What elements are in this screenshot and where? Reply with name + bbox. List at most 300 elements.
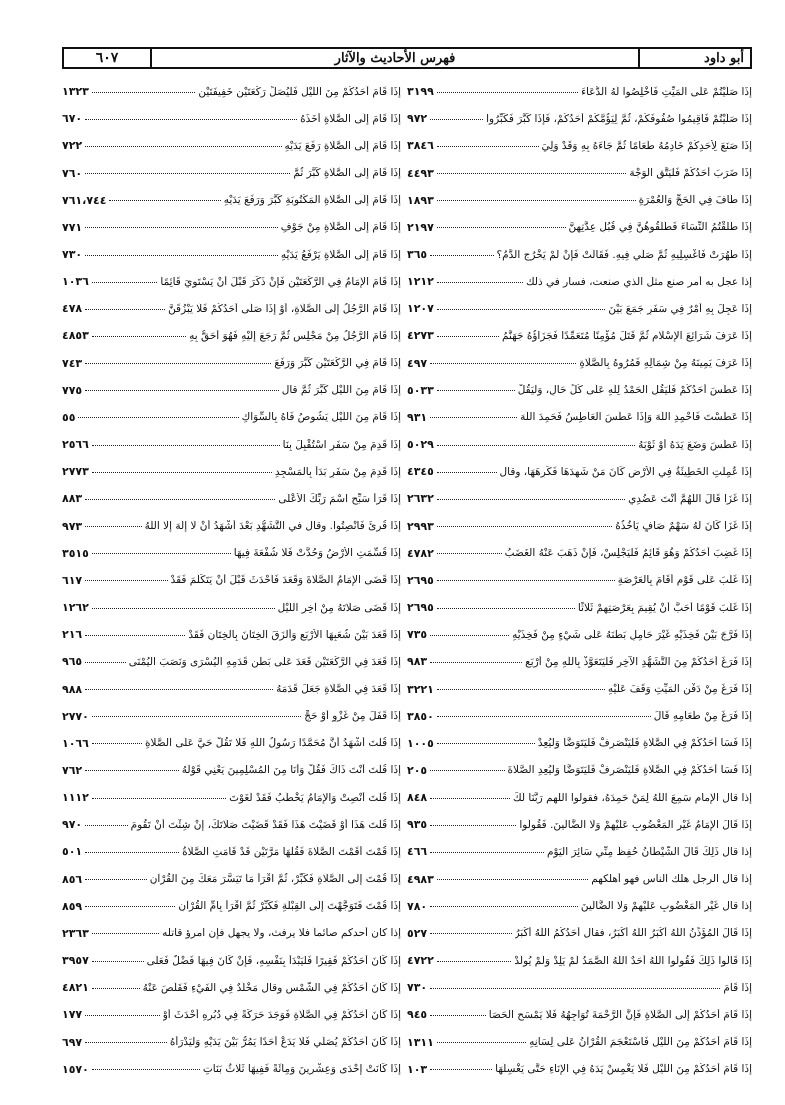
entry-text: إِذَا غَزَا قَالَ اللَّهُمَّ أَنْتَ عَضُدِي (628, 492, 752, 505)
leader-dots (430, 416, 517, 418)
index-entry (407, 675, 752, 702)
entry-text: إِذَا كَانَ أَحَدُكُمْ فَقِيرًا فَلْيَبْدَأْ بِنَفْسِهِ، فَإِنْ كَانَ فِيهَا فَضْلٌ فَعَلَى (146, 954, 401, 967)
entry-text: إِذَا ضَرَبَ أَحَدُكُمْ فَلْيَتَّقِ الوَجْهَ (629, 167, 752, 180)
index-entry (62, 377, 401, 404)
entry-text: إِذَا قَامَ أَحَدُكُمْ مِنَ اللَّيْلِ فَلَا يَغْمِسْ يَدَهُ فِي الإِنَاءِ حَتَّى يَغْسِلَهَا (495, 1063, 752, 1076)
leader-dots (430, 987, 720, 989)
leader-dots (85, 769, 179, 771)
index-entry (407, 703, 752, 730)
entry-text: إذا عجل به أمر صنع مثل الذي صنعت، فسار في ذلك (525, 275, 752, 288)
index-entry (407, 241, 752, 268)
leader-dots (92, 552, 231, 554)
leader-dots (85, 254, 278, 256)
leader-dots (85, 851, 179, 853)
entry-text: إِذَا فَرَغَ أَحَدُكُمْ مِنَ التَّشَهُّدِ الآخِرِ فَلْيَتَعَوَّذْ بِاللَّهِ مِنْ أَرْبَعٍ (525, 655, 752, 668)
leader-dots (85, 226, 278, 228)
leader-dots (78, 416, 238, 418)
entry-text: إِذَا قَامَ أَحَدُكُمْ مِنَ اللَّيْلِ فَلْيُصَلِّ رَكْعَتَيْنِ خَفِيفَتَيْنِ (198, 85, 401, 98)
entry-text: إِذَا قَامَ إِلَى الصَّلَاةِ كَبَّرَ ثُمَّ (293, 167, 401, 180)
index-entry (407, 513, 752, 540)
entry-reference: ٢٥٦٦ (62, 438, 89, 452)
index-entry (62, 105, 401, 132)
leader-dots (85, 878, 147, 880)
index-entry (407, 594, 752, 621)
entry-text: إِذَا قَامَ إِلَى الصَّلَاةِ رَفَعَ يَدَيْهِ (284, 139, 401, 152)
leader-dots (437, 498, 625, 500)
entry-text: إِذَا قَعَدَ فِي الرَّكْعَتَيْنِ قَعَدَ عَلَى بَطْنِ قَدَمِهِ اليُسْرَى وَنَصَبَ اليُمْنَى (128, 655, 401, 668)
index-entry (62, 350, 401, 377)
index-entry (407, 866, 752, 893)
page-number: ٦٠٧ (95, 50, 119, 66)
leader-dots (437, 525, 612, 527)
entry-reference: ١٧٧ (62, 1008, 83, 1022)
entry-text: إِذَا عُمِلَتِ الخَطِيئَةُ فِي الأَرْضِ كَانَ مَنْ شَهِدَهَا فَكَرِهَهَا، وقال (499, 465, 752, 478)
leader-dots (437, 335, 499, 337)
right-column (407, 78, 752, 1083)
entry-reference: ٣٩٥٧ (62, 954, 89, 968)
index-entry (62, 241, 401, 268)
entry-text: إذا قال الإمام سَمِعَ اللَّهُ لِمَنْ حَمِدَهُ، فقولوا اللهم رَبَّنَا لَكَ (513, 791, 752, 804)
entry-reference: ٨٨٣ (62, 492, 83, 506)
entry-reference: ١٨٩٣ (407, 193, 434, 207)
entry-reference: ١٥٧٠ (62, 1062, 89, 1076)
entry-reference: ٩٣٥ (407, 818, 428, 832)
leader-dots (92, 1068, 200, 1070)
leader-dots (85, 362, 271, 364)
entry-reference: ٢١٩٧ (407, 220, 434, 234)
entry-reference: ٦٩٧ (62, 1035, 83, 1049)
leader-dots (437, 145, 539, 147)
leader-dots (85, 525, 141, 527)
entry-reference: ٢٩٩٣ (407, 519, 434, 533)
entry-text: إِذَا فَسَا أَحَدُكُمْ فِي الصَّلَاةِ فَلْيَنْصَرِفْ فَلْيَتَوَضَّأْ وَلْيُعِدْ (537, 737, 752, 750)
index-entry (407, 105, 752, 132)
entry-text: إِذَا قَامَ مِنَ اللَّيْلِ كَبَّرَ ثُمَّ قال (281, 384, 401, 397)
leader-dots (430, 905, 578, 907)
index-entry (62, 920, 401, 947)
leader-dots (85, 389, 279, 391)
index-entry (407, 1056, 752, 1083)
entry-reference: ١٠٣ (407, 1062, 428, 1076)
index-entry (407, 757, 752, 784)
index-entry (407, 485, 752, 512)
index-entry (62, 703, 401, 730)
entry-text: إِذَا كَانَ أَحَدُكُمْ فِي الصَّلَاةِ فَوَجَدَ حَرَكَةً فِي دُبُرِهِ أَحْدَثَ أَوْ (162, 1008, 401, 1021)
index-entry (62, 322, 401, 349)
index-entry (62, 485, 401, 512)
leader-dots (85, 1014, 160, 1016)
leader-dots (430, 1014, 486, 1016)
leader-dots (430, 661, 522, 663)
leader-dots (85, 824, 127, 826)
entry-reference: ٨٥٦ (62, 872, 83, 886)
entry-text: إِذَا قُلْتَ أَنْصِتْ وَالإِمَامُ يَخْطُبُ فَقَدْ لَغَوْتَ (229, 791, 401, 804)
entry-text: إِذَا قُمْتَ فَتَوَجَّهْتَ إِلَى القِبْلَةِ فَكَبِّرْ ثُمَّ اقْرَأْ بِأُمِّ القُرْآنِ (178, 900, 401, 913)
entry-text: إِذَا قَرَأَ سَبِّحِ اسْمَ رَبِّكَ الأَعْلَى (278, 492, 401, 505)
entry-reference: ٤٨٢١ (62, 981, 89, 995)
entry-text: إِذَا قَفَلَ مِنْ غَزْوٍ أَوْ حَجٍّ (304, 710, 401, 723)
entry-reference: ٢٧٧٠ (62, 709, 89, 723)
entry-text: إذا كان أحدكم صائماً فلا يرفث، ولا يجهل فإن امرؤ قاتله (162, 927, 401, 940)
entry-text: إِذَا قُمْتَ أَقَمْتَ الصَّلَاةَ فَقُلْهَا مَرَّتَيْنِ قَدْ قَامَتِ الصَّلَاةُ (182, 845, 401, 858)
entry-text: إِذَا قَامَ إِلَى الصَّلَاةِ أَخَذَهُ (300, 112, 401, 125)
entry-reference: ٥٠١ (62, 845, 83, 859)
entry-text: إِذَا قَامَ مِنَ اللَّيْلِ يَشُوصُ فَاهُ بِالسِّوَاكِ (241, 411, 401, 424)
entry-text: إِذَا قَدِمَ مِنْ سَفَرٍ بَدَأَ بِالمَسْجِدِ (274, 465, 401, 478)
entry-reference: ٤٤٩٣ (407, 166, 434, 180)
entry-reference: ٨٤٨ (407, 791, 428, 805)
leader-dots (437, 579, 615, 581)
leader-dots (437, 607, 575, 609)
entry-text: إِذَا قَامَ إِلَى الصَّلَاةِ المَكْتُوبَةِ كَبَّرَ وَرَفَعَ يَدَيْهِ (223, 194, 401, 207)
index-entry (62, 404, 401, 431)
index-entry (407, 377, 752, 404)
index-entry (407, 811, 752, 838)
leader-dots (92, 932, 159, 934)
index-entry (62, 594, 401, 621)
index-entry (407, 268, 752, 295)
index-entry (407, 974, 752, 1001)
leader-dots (437, 688, 605, 690)
index-entry (62, 1001, 401, 1028)
index-entry (407, 458, 752, 485)
leader-dots (430, 362, 576, 364)
entry-text: إِذَا فَرَّجَ بَيْنَ فَخِذَيْهِ غَيْرَ حَامِلٍ بَطْنَهُ عَلَى شَيْءٍ مِنْ فَخِذَيْهِ (512, 628, 752, 641)
index-entry (62, 757, 401, 784)
entry-reference: ٣١٩٩ (407, 85, 434, 99)
entry-reference: ٧٤٣ (62, 356, 83, 370)
entry-text: إِذَا طَافَ فِي الحَجِّ وَالعُمْرَةِ (638, 194, 752, 207)
index-entry (62, 730, 401, 757)
leader-dots (92, 471, 272, 473)
entry-reference: ٣٢٢١ (407, 682, 434, 696)
leader-dots (85, 118, 297, 120)
index-entry (407, 322, 752, 349)
entry-text: إِذَا غَلَبَ قَوْمًا أَحَبَّ أَنْ يُقِيمَ بِعَرْصَتِهِمْ ثَلَاثًا (577, 601, 752, 614)
entry-text: إِذَا قَامَ الرَّجُلُ مِنْ مَجْلِسٍ ثُمَّ رَجَعَ إِلَيْهِ فَهُوَ أَحَقُّ بِهِ (189, 329, 401, 342)
index-entry (407, 132, 752, 159)
entry-reference: ٨٥٩ (62, 899, 83, 913)
index-entry (62, 947, 401, 974)
index-entry (62, 675, 401, 702)
index-entry (407, 947, 752, 974)
leader-dots (430, 769, 504, 771)
index-page (62, 47, 752, 1087)
leader-dots (92, 987, 140, 989)
index-entry (407, 214, 752, 241)
leader-dots (92, 742, 142, 744)
leader-dots (92, 91, 196, 93)
entry-reference: ٧٣٠ (407, 981, 428, 995)
entry-text: إِذَا قَدِمَ مِنْ سَفَرٍ اسْتُقْبِلَ بِنَا (282, 438, 401, 451)
entry-reference: ٩٨٣ (407, 655, 428, 669)
index-entry (407, 159, 752, 186)
entry-reference: ٤٣٤٥ (407, 465, 434, 479)
leader-dots (92, 797, 226, 799)
book-name: أبو داود (704, 50, 744, 66)
entry-text: إِذَا قَضَى الإِمَامُ الصَّلَاةَ وَقَعَدَ فَأَحْدَثَ قَبْلَ أَنْ يَتَكَلَّمَ فَقَدْ (170, 574, 401, 587)
entry-reference: ٢٧٧٣ (62, 465, 89, 479)
entry-reference: ١٢٠٧ (407, 302, 434, 316)
leader-dots (92, 607, 275, 609)
leader-dots (437, 389, 515, 391)
index-entry (62, 567, 401, 594)
entry-text: إِذَا فَرَغَ مِنْ طَعَامِهِ قَالَ (653, 710, 752, 723)
index-entry (407, 730, 752, 757)
index-entry (62, 295, 401, 322)
entry-text: إِذَا عَرَفَ يَمِينَهُ مِنْ شِمَالِهِ فَمُرُوهُ بِالصَّلَاةِ (579, 357, 752, 370)
entry-reference: ٩٧٢ (407, 112, 428, 126)
index-entry (62, 838, 401, 865)
entry-text: إِذَا غَزَا كَانَ لَهُ سَهْمٌ صَافٍ يَأْخُذُهُ (615, 520, 752, 533)
entry-text: إِذَا قَامَ الرَّجُلُ إِلَى الصَّلَاةِ، أَوْ إِذَا صَلَّى أَحَدُكُمْ فَلَا يَبْزُقَنَّ (168, 302, 401, 315)
entry-reference: ١٠٣٦ (62, 275, 89, 289)
index-entry (62, 893, 401, 920)
leader-dots (85, 688, 273, 690)
left-column (62, 78, 407, 1083)
entry-reference: ٧٣٠ (62, 248, 83, 262)
entry-text: إِذَا قَامَ إِلَى الصَّلَاةِ يَرْفَعُ يَدَيْهِ (280, 248, 401, 261)
entry-text: إِذَا قَامَ إِلَى الصَّلَاةِ مِنْ جَوْفِ (280, 221, 401, 234)
entry-text: إِذَا قَالَ المُؤَذِّنُ اللَّهُ أَكْبَرُ اللَّهُ أَكْبَرُ، فقال أَحَدُكُمُ اللَّهُ أَكْبَرُ (514, 927, 752, 940)
entry-reference: ٦١٧ (62, 573, 83, 587)
entry-text: إِذَا قَامَ أَحَدُكُمْ إِلَى الصَّلَاةِ فَإِنَّ الرَّحْمَةَ تُوَاجِهُهُ فَلَا يَمْسَحِ الحَصَا (488, 1008, 752, 1021)
entry-reference: ٥٥ (62, 410, 76, 424)
leader-dots (109, 199, 220, 201)
entry-text: إِذَا قَالَ الإِمَامُ غَيْرِ المَغْضُوبِ عَلَيْهِمْ وَلَا الضَّالِّينَ. فَقُولُوا (519, 818, 752, 831)
index-entry (407, 893, 752, 920)
entry-reference: ١٠٠٥ (407, 736, 434, 750)
index-entry (62, 458, 401, 485)
leader-dots (437, 878, 588, 880)
entry-reference: ٢٣٦٣ (62, 926, 89, 940)
entry-reference: ٤٧٨ (62, 302, 83, 316)
entry-reference: ٩٨٨ (62, 682, 83, 696)
index-entry (407, 78, 752, 105)
entry-text: إِذَا صَنَعَ لِأَحَدِكُمْ خَادِمُهُ طَعَامًا ثُمَّ جَاءَهُ بِهِ وَقَدْ وَلِيَ (541, 139, 752, 152)
leader-dots (430, 824, 516, 826)
leader-dots (437, 552, 502, 554)
index-entry (62, 78, 401, 105)
entry-reference: ١١١٢ (62, 791, 89, 805)
leader-dots (430, 797, 510, 799)
entry-reference: ١٢٦٢ (62, 601, 89, 615)
entry-reference: ٩٣١ (407, 410, 428, 424)
entry-reference: ٣٨٥٠ (407, 709, 434, 723)
leader-dots (85, 1041, 167, 1043)
entry-text: إِذَا قَامَ (723, 981, 752, 994)
entry-text: إِذَا كَانَ أَحَدُكُمْ يُصَلِّي فَلَا يَدَعْ أَحَدًا يَمُرُّ بَيْنَ يَدَيْهِ وَلْيَدْرَأْهُ (169, 1036, 401, 1049)
entry-reference: ٧٦١،٧٤٤ (62, 193, 107, 207)
entry-text: إِذَا قُمْتَ إِلَى الصَّلَاةِ فَكَبِّرْ، ثُمَّ اقْرَأْ مَا تَيَسَّرَ مَعَكَ مِنَ القُرْآنِ (149, 873, 401, 886)
entry-text: إِذَا قُلْتَ هَذَا أَوْ قَضَيْتَ هَذَا فَقَدْ قَضَيْتَ صَلَاتَكَ، إِنْ شِئْتَ أَنْ تَقُومَ (130, 818, 401, 831)
leader-dots (437, 281, 523, 283)
leader-dots (437, 444, 635, 446)
entry-reference: ٩٧٣ (62, 519, 83, 533)
entry-reference: ٤٢٧٣ (407, 329, 434, 343)
entry-reference: ٧٦٢ (62, 763, 83, 777)
entry-text: إِذَا صَلَّيْتُمْ فَأَقِيمُوا صُفُوفَكُمْ، ثُمَّ لِيَؤُمَّكُمْ أَحَدُكُمْ، فَإِذَا كَبَّرَ فَكَبِّرُوا (486, 112, 752, 125)
entry-text: إِذَا قَضَى صَلَاتَهُ مِنْ آخِرِ اللَّيْلِ (277, 601, 401, 614)
entry-text: إِذَا قُلْتَ أَشْهَدُ أَنَّ مُحَمَّدًا رَسُولُ اللَّهِ فَلَا تَقُلْ حَيَّ عَلَى الصَّلَاةِ (145, 737, 401, 750)
index-entry (407, 648, 752, 675)
index-entry (62, 974, 401, 1001)
leader-dots (430, 1068, 492, 1070)
entry-reference: ٦٧٠ (62, 112, 83, 126)
entry-text: إِذَا عَطَسْتَ فَاحْمِدِ اللَّهَ وَإِذَا عَطَسَ العَاطِسُ فَحَمِدَ اللَّهَ (520, 411, 752, 424)
entry-reference: ٩٧٠ (62, 818, 83, 832)
leader-dots (437, 91, 578, 93)
index-entry (62, 513, 401, 540)
leader-dots (437, 471, 497, 473)
leader-dots (430, 851, 544, 853)
entry-text: إِذَا قُسِّمَتِ الأَرْضُ وَحُدَّتْ فَلَا شُفْعَةَ فِيهَا (233, 547, 401, 560)
entry-reference: ٢٠٥ (407, 763, 428, 777)
entry-text: إذا قال غَيْرِ المَغْضُوبِ عَلَيْهِمْ وَلَا الضَّالِّينَ (580, 900, 752, 913)
entry-reference: ٧٧١ (62, 220, 83, 234)
index-entry (407, 838, 752, 865)
leader-dots (92, 715, 301, 717)
index-entry (62, 540, 401, 567)
entry-text: إِذَا فَسَا أَحَدُكُمْ فِي الصَّلَاةِ فَلْيَنْصَرِفْ فَلْيَتَوَضَّأْ وَلْيُعِدِ الصَّلَاةَ (507, 764, 752, 777)
leader-dots (85, 634, 185, 636)
entry-text: إذا قال الرجل هلك الناس فهو أهلكهم (591, 873, 752, 886)
entry-reference: ٢٦٣٢ (407, 492, 434, 506)
entry-text: إِذَا قُرِئَ فَأَنْصِتُوا. وقال في التَّشَهُّدِ بَعْدَ أَشْهَدُ أَنْ لَا إِلَهَ إِلَّا اللَّهُ (144, 520, 401, 533)
index-entry (62, 187, 401, 214)
leader-dots (437, 1041, 526, 1043)
page-header (62, 47, 752, 69)
entry-reference: ١٣٢٣ (62, 85, 89, 99)
leader-dots (430, 118, 483, 120)
index-entry (407, 350, 752, 377)
entry-text: إِذَا قَامَ فِي الرَّكْعَتَيْنِ كَبَّرَ وَرَفَعَ (274, 357, 401, 370)
entry-reference: ٤٧٨٢ (407, 546, 434, 560)
index-entry (62, 268, 401, 295)
entry-reference: ١٢١٢ (407, 275, 434, 289)
leader-dots (430, 634, 509, 636)
entry-text: إِذَا فَرَغَ مِنْ دَفْنِ المَيِّتِ وَقَفَ عَلَيْهِ (607, 683, 752, 696)
entry-text: إِذَا غَضِبَ أَحَدُكُمْ وَهُوَ قَائِمٌ فَلْيَجْلِسْ، فَإِنْ ذَهَبَ عَنْهُ الغَضَبُ (504, 547, 752, 560)
entry-reference: ٣٦٥ (407, 248, 428, 262)
leader-dots (85, 145, 281, 147)
entry-reference: ٢٦٩٥ (407, 601, 434, 615)
leader-dots (437, 715, 651, 717)
leader-dots (92, 960, 144, 962)
index-entry (62, 784, 401, 811)
leader-dots (437, 226, 566, 228)
index-entry (407, 784, 752, 811)
entry-reference: ٢٦٩٥ (407, 573, 434, 587)
entry-reference: ٧٣٥ (407, 628, 428, 642)
entry-reference: ٤٨٥٣ (62, 329, 89, 343)
entry-text: إذا قال ذَلِكَ قَالَ الشَّيْطَانُ حُفِظَ مِنِّي سَائِرَ اليَوْمِ (546, 845, 752, 858)
leader-dots (437, 960, 512, 962)
entry-reference: ١٠٦٦ (62, 736, 89, 750)
leader-dots (92, 444, 280, 446)
leader-dots (85, 498, 275, 500)
entry-reference: ٩٦٥ (62, 655, 83, 669)
index-entry (407, 187, 752, 214)
entry-text: إِذَا عَرَفَ شَرَائِعَ الإِسْلَامِ ثُمَّ قَتَلَ مُؤْمِنًا مُتَعَمِّدًا فَجَزَاؤُهُ جَهَنَّمُ (502, 329, 752, 342)
entry-reference: ٧٧٥ (62, 383, 83, 397)
leader-dots (437, 308, 605, 310)
index-entry (62, 431, 401, 458)
leader-dots (437, 742, 535, 744)
entry-reference: ٧٨٠ (407, 899, 428, 913)
entry-text: إِذَا صَلَّيْتُمْ عَلَى المَيِّتِ فَأَخْلِصُوا لَهُ الدُّعَاءَ (581, 85, 752, 98)
index-entry (62, 132, 401, 159)
entry-reference: ٢١٦ (62, 628, 83, 642)
entry-text: إِذَا قَامَ أَحَدُكُمْ مِنَ اللَّيْلِ فَاسْتَعْجَمَ القُرْآنُ عَلَى لِسَانِهِ (529, 1036, 752, 1049)
entry-text: إِذَا كَانَ أَحَدُكُمْ فِي الشَّمْسِ وقال مَخْلَدٌ فِي الفَيْءِ فَقَلَصَ عَنْهُ (142, 981, 401, 994)
index-entry (407, 431, 752, 458)
leader-dots (85, 172, 290, 174)
index-entry (407, 1028, 752, 1055)
entry-reference: ٧٦٠ (62, 166, 83, 180)
entry-text: إِذَا عَطَسَ أَحَدُكُمْ فَلْيَقُلِ الحَمْدُ لِلَّهِ عَلَى كُلِّ حَالٍ، وَلْيَقُلْ (517, 384, 752, 397)
leader-dots (430, 932, 511, 934)
index-entry (62, 1056, 401, 1083)
index-columns (62, 78, 752, 1083)
index-entry (407, 621, 752, 648)
index-entry (407, 1001, 752, 1028)
entry-text: إِذَا عَجِلَ بِهِ أَمْرٌ فِي سَفَرٍ جَمَعَ بَيْنَ (608, 302, 752, 315)
index-entry (407, 567, 752, 594)
entry-reference: ٥٠٢٩ (407, 438, 434, 452)
index-entry (407, 920, 752, 947)
leader-dots (430, 254, 493, 256)
index-entry (62, 866, 401, 893)
index-entry (407, 404, 752, 431)
entry-text: إِذَا قُلْتَ أَنْتَ ذَاكَ فَقُلْ وَأَنَا مِنَ المُسْلِمِينَ يَعْنِي قَوْلَهُ (181, 764, 401, 777)
leader-dots (437, 199, 636, 201)
index-entry (62, 648, 401, 675)
index-title: فهرس الأحاديث والآثار (150, 49, 640, 67)
entry-text: إِذَا كَانَتْ إِحْدَى وَعِشْرِينَ وَمِائَةً فَفِيهَا ثَلَاثُ بَنَاتِ (202, 1063, 401, 1076)
entry-reference: ١٣١١ (407, 1035, 434, 1049)
entry-reference: ٩٤٥ (407, 1008, 428, 1022)
entry-text: إِذَا قَامَ الإِمَامُ فِي الرَّكْعَتَيْنِ فَإِنْ ذَكَرَ قَبْلَ أَنْ يَسْتَوِيَ قَائِمًا (160, 275, 401, 288)
entry-text: إِذَا عَطَسَ وَضَعَ يَدَهُ أَوْ ثَوْبَهُ (638, 438, 752, 451)
leader-dots (85, 579, 167, 581)
entry-text: إِذَا قَعَدَ بَيْنَ شُعَبِهَا الأَرْبَعِ وَأَلْزَقَ الخِتَانَ بِالخِتَانِ فَقَدْ (188, 628, 401, 641)
entry-text: إِذَا قَالُوا ذَلِكَ فَقُولُوا اللَّهُ أَحَدٌ اللَّهُ الصَّمَدُ لَمْ يَلِدْ وَلَمْ يُولَدْ (514, 954, 752, 967)
entry-text: إِذَا طَهُرَتْ فَاغْسِلِيهِ ثُمَّ صَلِّي فِيهِ. فَقَالَتْ فَإِنْ لَمْ يَخْرُجِ الدَّمُ؟ (496, 248, 752, 261)
leader-dots (85, 308, 165, 310)
entry-text: إِذَا غَلَبَ عَلَى قَوْمٍ أَقَامَ بِالعَرْصَةِ (617, 574, 752, 587)
entry-text: إِذَا طَلَّقْتُمُ النِّسَاءَ فَطَلِّقُوهُنَّ فِي قُبُلِ عِدَّتِهِنَّ (568, 221, 752, 234)
leader-dots (437, 172, 627, 174)
leader-dots (85, 661, 126, 663)
index-entry (407, 295, 752, 322)
entry-reference: ٣٥١٥ (62, 546, 89, 560)
index-entry (62, 214, 401, 241)
entry-reference: ٤٩٧ (407, 356, 428, 370)
entry-reference: ٥٢٧ (407, 926, 428, 940)
leader-dots (92, 281, 158, 283)
index-entry (62, 159, 401, 186)
entry-reference: ٤٩٨٣ (407, 872, 434, 886)
index-entry (62, 1028, 401, 1055)
leader-dots (92, 335, 186, 337)
leader-dots (85, 905, 175, 907)
index-entry (407, 540, 752, 567)
index-entry (62, 811, 401, 838)
entry-reference: ٤٧٢٢ (407, 954, 434, 968)
entry-reference: ٤٦٦ (407, 845, 428, 859)
entry-reference: ٧٢٢ (62, 139, 83, 153)
